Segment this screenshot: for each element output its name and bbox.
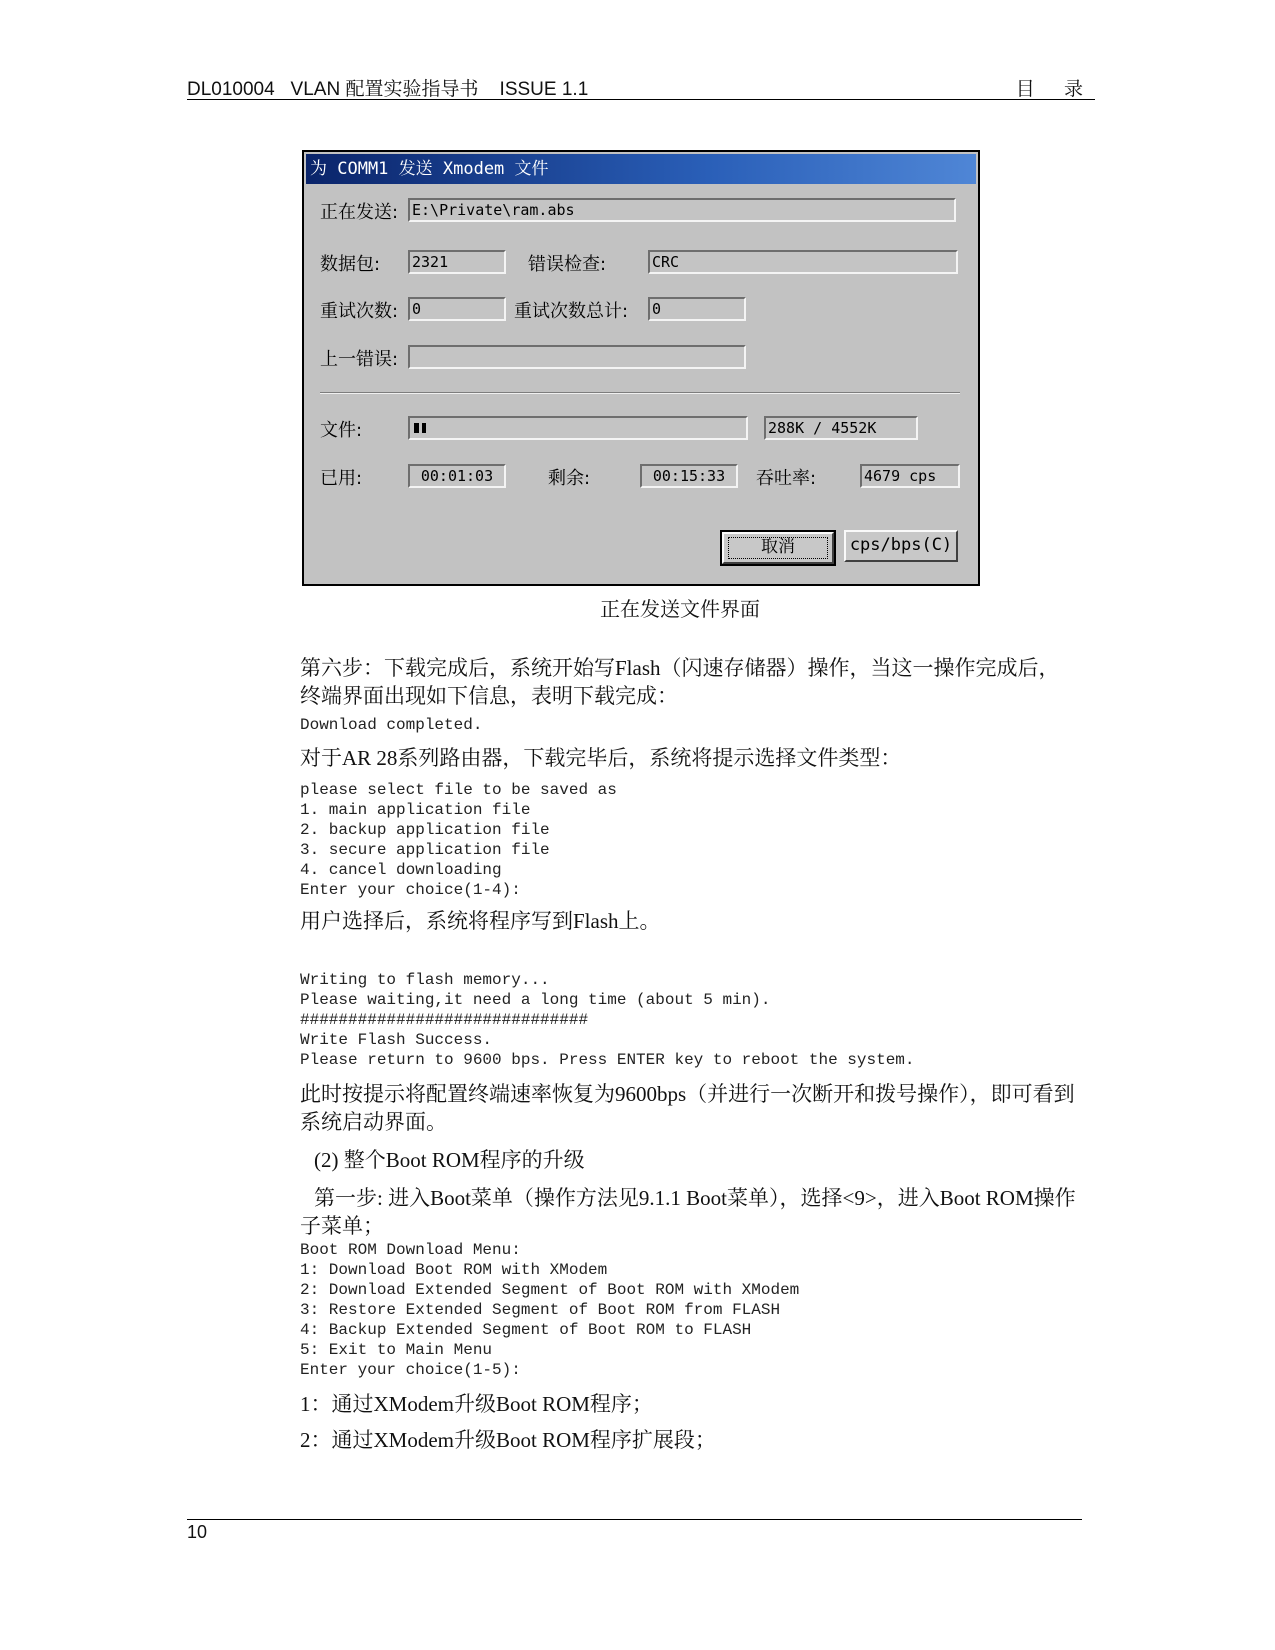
- header-section: 目 录: [1015, 79, 1095, 100]
- boot-rom-upgrade-heading: (2) 整个Boot ROM程序的升级: [314, 1148, 585, 1172]
- remaining-field: 00:15:33: [640, 464, 738, 488]
- elapsed-field: 00:01:03: [408, 464, 506, 488]
- throughput-label: 吞吐率:: [756, 468, 817, 489]
- retries-total-field: 0: [648, 297, 746, 321]
- step-six-paragraph: 第六步：下载完成后，系统开始写Flash（闪速存储器）操作，当这一操作完成后，终端界面出现如下信息，表明下载完成：: [300, 656, 1060, 708]
- cps-bps-button-label: cps/bps(C): [849, 535, 953, 555]
- file-size-field: 288K / 4552K: [764, 416, 918, 440]
- retries-label: 重试次数:: [320, 301, 399, 322]
- throughput-field: 4679 cps: [860, 464, 960, 488]
- last-error-field: [408, 345, 746, 369]
- cancel-button-label: 取消: [761, 537, 795, 557]
- cps-bps-button[interactable]: [844, 530, 958, 562]
- error-check-label: 错误检查:: [528, 254, 607, 275]
- code-boot-rom-menu: Boot ROM Download Menu: 1: Download Boot ROM with XModem 2: Download Extended Segment of Boot ROM with XModem 3: Restore Extended Segment of Boot ROM from FLASH 4: Backup Extended Segment of Boot ROM to FLASH 5: Exit to Main Menu Enter your choice(1-5):: [300, 1241, 800, 1379]
- option-two-text: 2：通过XModem升级Boot ROM程序扩展段；: [300, 1428, 716, 1452]
- file-progress-fill: [414, 423, 426, 433]
- packet-label: 数据包:: [320, 254, 381, 275]
- header-rule: [187, 99, 1095, 100]
- footer-rule: [187, 1519, 1082, 1520]
- option-one-text: 1：通过XModem升级Boot ROM程序；: [300, 1392, 653, 1416]
- elapsed-label: 已用:: [320, 468, 363, 489]
- page-number: 10: [187, 1522, 208, 1542]
- dialog-title-bar: 为 COMM1 发送 Xmodem 文件: [306, 154, 976, 184]
- sending-label: 正在发送:: [320, 202, 399, 223]
- xmodem-send-dialog: [302, 150, 980, 586]
- ar28-paragraph: 对于AR 28系列路由器，下载完毕后，系统将提示选择文件类型：: [300, 746, 902, 770]
- code-select-file: please select file to be saved as 1. main application file 2. backup application file 3. secure application file 4. cancel downloading Enter your choice(1-4):: [300, 781, 617, 899]
- cancel-button[interactable]: [722, 532, 834, 564]
- file-progress-bar: [408, 416, 748, 440]
- restore-rate-paragraph: 此时按提示将配置终端速率恢复为9600bps（并进行一次断开和拨号操作），即可看到系统启动界面。: [300, 1082, 1075, 1134]
- packet-field: 2321: [408, 250, 506, 274]
- step-one-paragraph: 第一步: 进入Boot菜单（操作方法见9.1.1 Boot菜单），选择<9>，进入Boot ROM操作子菜单；: [300, 1186, 1076, 1238]
- retries-total-label: 重试次数总计:: [514, 301, 629, 322]
- figure-caption: 正在发送文件界面: [600, 599, 760, 621]
- code-write-flash: Writing to flash memory... Please waiting,it need a long time (about 5 min). ############################## Write Flash Success. Please return to 9600 bps. Press ENTER key to reboot the system.: [300, 971, 915, 1069]
- write-flash-paragraph: 用户选择后，系统将程序写到Flash上。: [300, 909, 661, 933]
- remaining-label: 剩余:: [548, 468, 591, 489]
- file-label: 文件:: [320, 420, 363, 441]
- error-check-field: CRC: [648, 250, 958, 274]
- code-download-completed: Download completed.: [300, 716, 483, 734]
- header-title: DL010004 VLAN 配置实验指导书 ISSUE 1.1: [187, 79, 589, 100]
- dialog-separator: [320, 392, 960, 394]
- sending-file-field: E:\Private\ram.abs: [408, 198, 956, 222]
- retries-field: 0: [408, 297, 506, 321]
- last-error-label: 上一错误:: [320, 349, 399, 370]
